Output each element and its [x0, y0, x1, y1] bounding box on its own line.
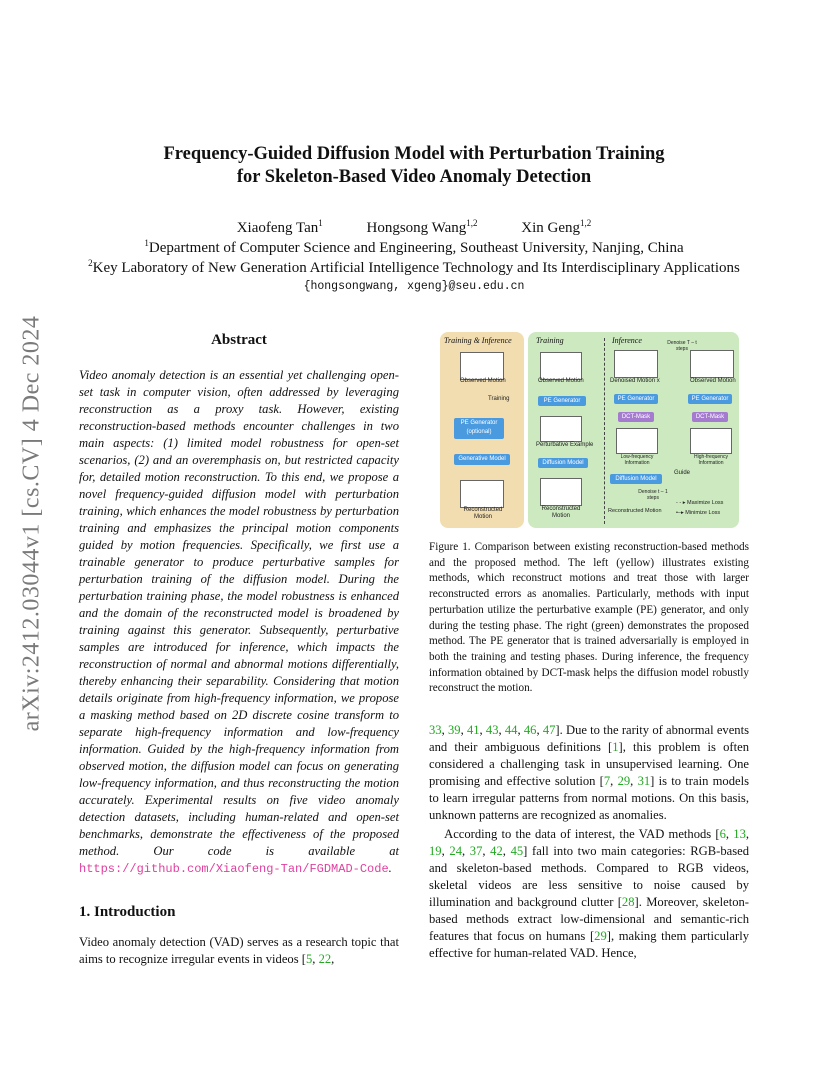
text-span: ] fall into two main categories: RGB-based and skeleton-based methods. Compared to RGB videos, skeletal videos are less sensitive to noise caused by illumination and background clutter [ [429, 844, 749, 909]
cite-link[interactable]: 47 [542, 723, 556, 737]
cite-link[interactable]: 7 [603, 774, 611, 788]
text-span: ] is to train models to learn irregular patterns from normal motions. On this basis, unknown patterns are recognized as anomalies. [429, 774, 750, 822]
text-span: ]. Due to the rarity of abnormal events and their ambiguous definitions [ [429, 723, 749, 754]
cite-link[interactable]: 19 [429, 844, 442, 858]
cite-link[interactable]: 43 [485, 723, 499, 737]
aff1-text: Department of Computer Science and Engineering, Southeast University, Nanjing, China [148, 240, 684, 256]
cite-link[interactable]: 1 [612, 740, 619, 754]
fig-label-denoise-t: Denoise T – t steps [667, 340, 697, 352]
abstract-text: Video anomaly detection is an essential yet challenging open-set task in computer vision, often addressed by leveraging reconstruction as a proxy task. However, existing reconstruction-based methods encounter challenges in two main aspects: (1) limited model robustness for open-set scenarios, (2) and an overemphasis on, but restricted capacity for, detailed motion reconstruction. To this end, we propose a novel frequency-guided diffusion model with perturbation training, which enhances the model robustness by perturbation training and emphasizes the principal motion components guided by motion frequencies. Specifically, we first use a trainable generator to produce perturbative samples for perturbation training of the diffusion model. During the perturbation training phase, the model robustness is enhanced and the domain of the reconstructed model is broadened by training against this generator. Subsequently, perturbative samples are introduced for inference, which impacts the reconstruction of normal and abnormal motions differentially, thereby enhancing their separability. Considering that motion details originate from high-frequency information, we propose a masking method based on 2D discrete cosine transform to separate high-frequency information and low-frequency information. Guided by the high-frequency information from observed motion, the diffusion model can focus on generating low-frequency information, and thus reconstructing the motion accurately. Experimental results on five video anomaly detection datasets, including human-related and open-set benchmarks, demonstrate the effectiveness of the proposed method. Our code is available at [79, 368, 399, 858]
paragraph: According to the data of interest, the VAD methods [6, 13, 19, 24, 37, 42, 45] fall into two main categories: RGB-based and skeleton-based methods. Compared to RGB videos, skeletal videos are less sensitive to noise caused by illumination and background clutter [28]. Moreover, skeleton-based methods extract low-dimensional and semantic-rich features that focus on humans [29], making them particularly effective for human-related VAD. Hence, [429, 827, 750, 960]
fig-right-heading: Inference [612, 336, 642, 345]
aff1-sup: 1 [144, 238, 149, 248]
fig-label-denoise-1: Denoise t – 1 steps [638, 489, 668, 501]
fig-diffusion-model-2: Diffusion Model [610, 474, 662, 484]
text-span: ], this problem is often considered a challenging task in unsupervised learning. One promising and effective solution [ [429, 740, 749, 788]
fig-mid-heading: Training [536, 336, 564, 345]
figure-panel-existing [440, 332, 524, 528]
fig-legend-min-label: Minimize Loss [685, 510, 721, 516]
fig-label-high-freq: High-frequency Information [694, 454, 728, 466]
text-span: ], making them particularly effective for human-related VAD. Hence, [429, 929, 749, 960]
fig-generative-model: Generative Model [454, 454, 510, 465]
intro-text: Video anomaly detection (VAD) serves as a research topic that aims to recognize irregular events in videos [ [79, 935, 399, 966]
intro-body: Video anomaly detection (VAD) serves as a research topic that aims to recognize irregular events in videos [5, 22, [79, 935, 399, 966]
fig-pe-generator-3: PE Generator [688, 394, 732, 404]
author-email: {hongsongwang, xgeng}@seu.edu.cn [303, 280, 525, 293]
arxiv-identifier: arXiv:2412.03044v1 [cs.CV] 4 Dec 2024 [18, 315, 45, 732]
cite-link[interactable]: 28 [621, 895, 635, 909]
figure-1 [440, 332, 740, 528]
text-span: ]. Moreover, skeleton-based methods extract low-dimensional and semantic-rich features that focus on humans [ [429, 895, 749, 943]
fig-legend-min: •–▸ Minimize Loss [676, 510, 721, 516]
cite-link[interactable]: 33 [429, 723, 442, 737]
fig-label-observed-3: Observed Motion [690, 378, 736, 384]
author-1 [237, 220, 323, 236]
cite-link[interactable]: 39 [447, 723, 461, 737]
author-1-name: Xiaofeng Tan [236, 220, 319, 236]
cite-link[interactable]: 24 [449, 844, 462, 858]
title-line-2: for Skeleton-Based Video Anomaly Detection [236, 167, 592, 187]
figure-caption: Figure 1. Comparison between existing reconstruction-based methods and the proposed method. The left (yellow) illustrates existing methods, which reconstruct motions and treat those with larger reconstructed errors as anomalies. Particularly, methods with input perturbation utilize the perturbative example (PE) generator, and only during the testing phase. The right (green) demonstrates the proposed method. The PE generator that is trained adversarially is employed in both the training and testing phases. During inference, the frequency information obtained by DCT-mask helps the diffusion model robustly reconstruct the motion. [429, 541, 749, 695]
fig-label-perturbative: Perturbative Example [536, 442, 594, 448]
skeleton-thumbnail [690, 350, 734, 378]
abstract-end: . [388, 861, 392, 875]
fig-diffusion-model: Diffusion Model [538, 458, 588, 468]
cite-link[interactable]: 41 [466, 723, 480, 737]
cite-link[interactable]: 13 [733, 827, 746, 841]
abstract-body [79, 367, 399, 878]
author-1-sup: 1 [318, 218, 323, 228]
fig-label-reconstructed-2: Reconstructed Motion [541, 506, 581, 519]
divider [604, 338, 605, 524]
affiliation-2 [0, 258, 828, 277]
author-2-sup: 1,2 [466, 218, 478, 228]
cite-link[interactable]: 37 [469, 844, 483, 858]
skeleton-thumbnail [540, 352, 582, 380]
aff2-text: Key Laboratory of New Generation Artificial Intelligence Technology and Its Interdisciplinary Applications [92, 260, 740, 276]
cite-link[interactable]: 45 [510, 844, 524, 858]
cite-link[interactable]: 29 [617, 774, 631, 788]
fig-pe-generator-2: PE Generator [614, 394, 658, 404]
author-list [0, 218, 828, 237]
intro-heading: 1. Introduction [79, 904, 176, 920]
text-span: According to the data of interest, the VAD methods [ [444, 827, 720, 841]
aff2-sup: 2 [88, 258, 93, 268]
author-2-name: Hongsong Wang [366, 220, 467, 236]
skeleton-thumbnail [540, 416, 582, 442]
cite-link[interactable]: 44 [504, 723, 518, 737]
paragraph: 33, 39, 41, 43, 44, 46, 47]. Due to the rarity of abnormal events and their ambiguous definitions [1], this problem is often considered a challenging task in unsupervised learning. One promising and effective solution [7, 29, 31] is to train models to learn irregular patterns from normal motions. On this basis, unknown patterns are recognized as anomalies. [429, 723, 750, 822]
figure-panel-proposed [528, 332, 739, 528]
skeleton-thumbnail [616, 428, 658, 454]
cite-link[interactable]: 6 [719, 827, 726, 841]
paper-title [0, 143, 828, 189]
fig-label-denoised: Denoised Motion x [610, 378, 660, 384]
skeleton-thumbnail [614, 350, 658, 378]
abstract-heading: Abstract [211, 332, 267, 348]
fig-label-guide: Guide [674, 470, 691, 476]
fig-pe-generator: PE Generator [538, 396, 586, 406]
skeleton-thumbnail [540, 478, 582, 506]
author-2 [367, 220, 478, 236]
cite-link[interactable]: 46 [523, 723, 537, 737]
author-3-name: Xin Geng [521, 220, 581, 236]
skeleton-thumbnail [460, 480, 504, 508]
fig-dct-mask: DCT-Mask [618, 412, 654, 422]
cite-link[interactable]: 31 [637, 774, 651, 788]
fig-label-reconstructed-3: Reconstructed Motion [608, 508, 662, 514]
fig-label-training: Training [488, 396, 510, 402]
fig-dct-mask-2: DCT-Mask [692, 412, 728, 422]
fig-label-observed-2: Observed Motion [538, 378, 584, 384]
author-3 [521, 220, 591, 236]
fig-label-low-freq: Low-frequency Information [620, 454, 654, 466]
fig-label-reconstructed: Reconstructed Motion [463, 507, 503, 520]
affiliation-1 [0, 238, 828, 257]
fig-legend-max-label: Maximize Loss [687, 500, 724, 506]
skeleton-thumbnail [460, 352, 504, 380]
cite-link[interactable]: 29 [594, 929, 607, 943]
cite-link[interactable]: 22 [318, 952, 332, 966]
cite-link[interactable]: 42 [490, 844, 503, 858]
code-link[interactable]: https://github.com/Xiaofeng-Tan/FGDMAD-Code [79, 862, 389, 876]
fig-pe-generator-optional: PE Generator (optional) [454, 418, 504, 439]
fig-label-observed: Observed Motion [460, 378, 506, 384]
fig-legend-max: - - ▸ Maximize Loss [676, 500, 724, 506]
right-column-body [429, 722, 749, 962]
title-line-1: Frequency-Guided Diffusion Model with Perturbation Training [163, 144, 665, 164]
author-3-sup: 1,2 [580, 218, 592, 228]
cite-link[interactable]: 5 [305, 952, 313, 966]
fig-left-heading: Training & Inference [444, 336, 512, 345]
skeleton-thumbnail [690, 428, 732, 454]
